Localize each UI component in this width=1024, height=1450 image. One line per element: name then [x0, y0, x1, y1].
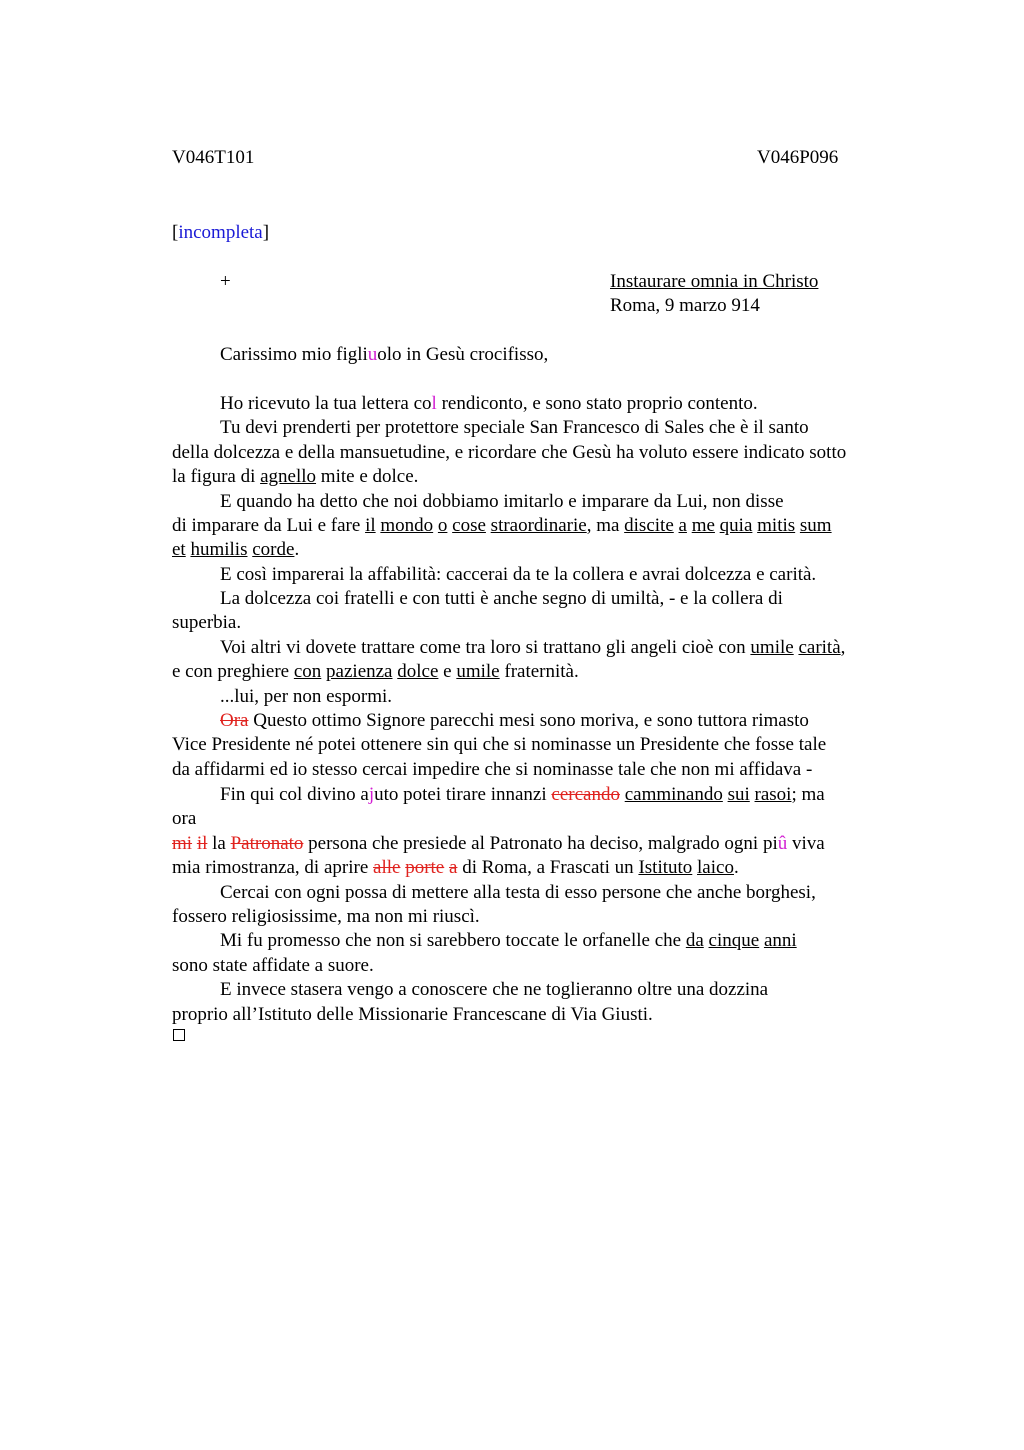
paragraph-line: Cercai con ogni possa di mettere alla testa di esso persone che anche borghesi, — [220, 882, 816, 903]
paragraph-line: mi il la Patronato persona che presiede al Patronato ha deciso, malgrado ogni piû viva — [172, 833, 825, 854]
status-label: incompleta — [178, 222, 263, 243]
paragraph-line: La dolcezza coi fratelli e con tutti è anche segno di umiltà, - e la collera di — [220, 588, 783, 609]
paragraph-line: ora — [172, 808, 197, 829]
paragraph-line: ...lui, per non espormi. — [220, 686, 393, 707]
paragraph-line: mia rimostranza, di aprire alle porte a di Roma, a Frascati un Istituto laico. — [172, 857, 739, 878]
paragraph-line: Mi fu promesso che non si sarebbero toccate le orfanelle che da cinque anni — [220, 930, 797, 951]
paragraph-line: fossero religiosissime, ma non mi riuscì. — [172, 906, 480, 927]
paragraph-line: e con preghiere con pazienza dolce e umile fraternità. — [172, 661, 579, 682]
end-square-icon — [173, 1029, 185, 1041]
paragraph-line: la figura di agnello mite e dolce. — [172, 466, 419, 487]
paragraph-line: proprio all’Istituto delle Missionarie Francescane di Via Giusti. — [172, 1004, 653, 1025]
paragraph-line: Vice Presidente né potei ottenere sin qui che si nominasse un Presidente che fosse tale — [172, 734, 827, 755]
paragraph-line: della dolcezza e della mansuetudine, e ricordare che Gesù ha voluto essere indicato sotto — [172, 442, 847, 463]
paragraph-line: superbia. — [172, 612, 242, 633]
paragraph-line: da affidarmi ed io stesso cercai impedire che si nominasse tale che non mi affidava - — [172, 759, 813, 780]
salutation: Carissimo mio figliuolo in Gesù crocifisso, — [220, 344, 549, 365]
paragraph-line: Voi altri vi dovete trattare come tra loro si trattano gli angeli cioè con umile carità, — [220, 637, 846, 658]
paragraph-line: Fin qui col divino ajuto potei tirare innanzi cercando camminando sui rasoi; ma — [220, 784, 825, 805]
paragraph-line: E invece stasera vengo a conoscere che ne toglieranno oltre una dozzina — [220, 979, 769, 1000]
paragraph-line: Tu devi prenderti per protettore speciale San Francesco di Sales che è il santo — [220, 417, 809, 438]
paragraph-line: et humilis corde. — [172, 539, 300, 560]
paragraph-line: Ho ricevuto la tua lettera col rendiconto, e sono stato proprio contento. — [220, 393, 758, 414]
paragraph-line: E così imparerai la affabilità: caccerai da te la collera e avrai dolcezza e carità. — [220, 564, 817, 585]
motto: Instaurare omnia in Christo — [610, 271, 819, 292]
paragraph-line: Ora Questo ottimo Signore parecchi mesi sono moriva, e sono tuttora rimasto — [220, 710, 809, 731]
header-right-code: V046P096 — [757, 147, 839, 168]
cross-mark: + — [220, 271, 231, 292]
paragraph-line: E quando ha detto che noi dobbiamo imitarlo e imparare da Lui, non disse — [220, 491, 784, 512]
dateline: Roma, 9 marzo 914 — [610, 295, 760, 316]
header-left-code: V046T101 — [172, 147, 255, 168]
paragraph-line: di imparare da Lui e fare il mondo o cose straordinarie, ma discite a me quia mitis sum — [172, 515, 832, 536]
paragraph-line: sono state affidate a suore. — [172, 955, 374, 976]
status-note: [incompleta] — [172, 222, 270, 243]
